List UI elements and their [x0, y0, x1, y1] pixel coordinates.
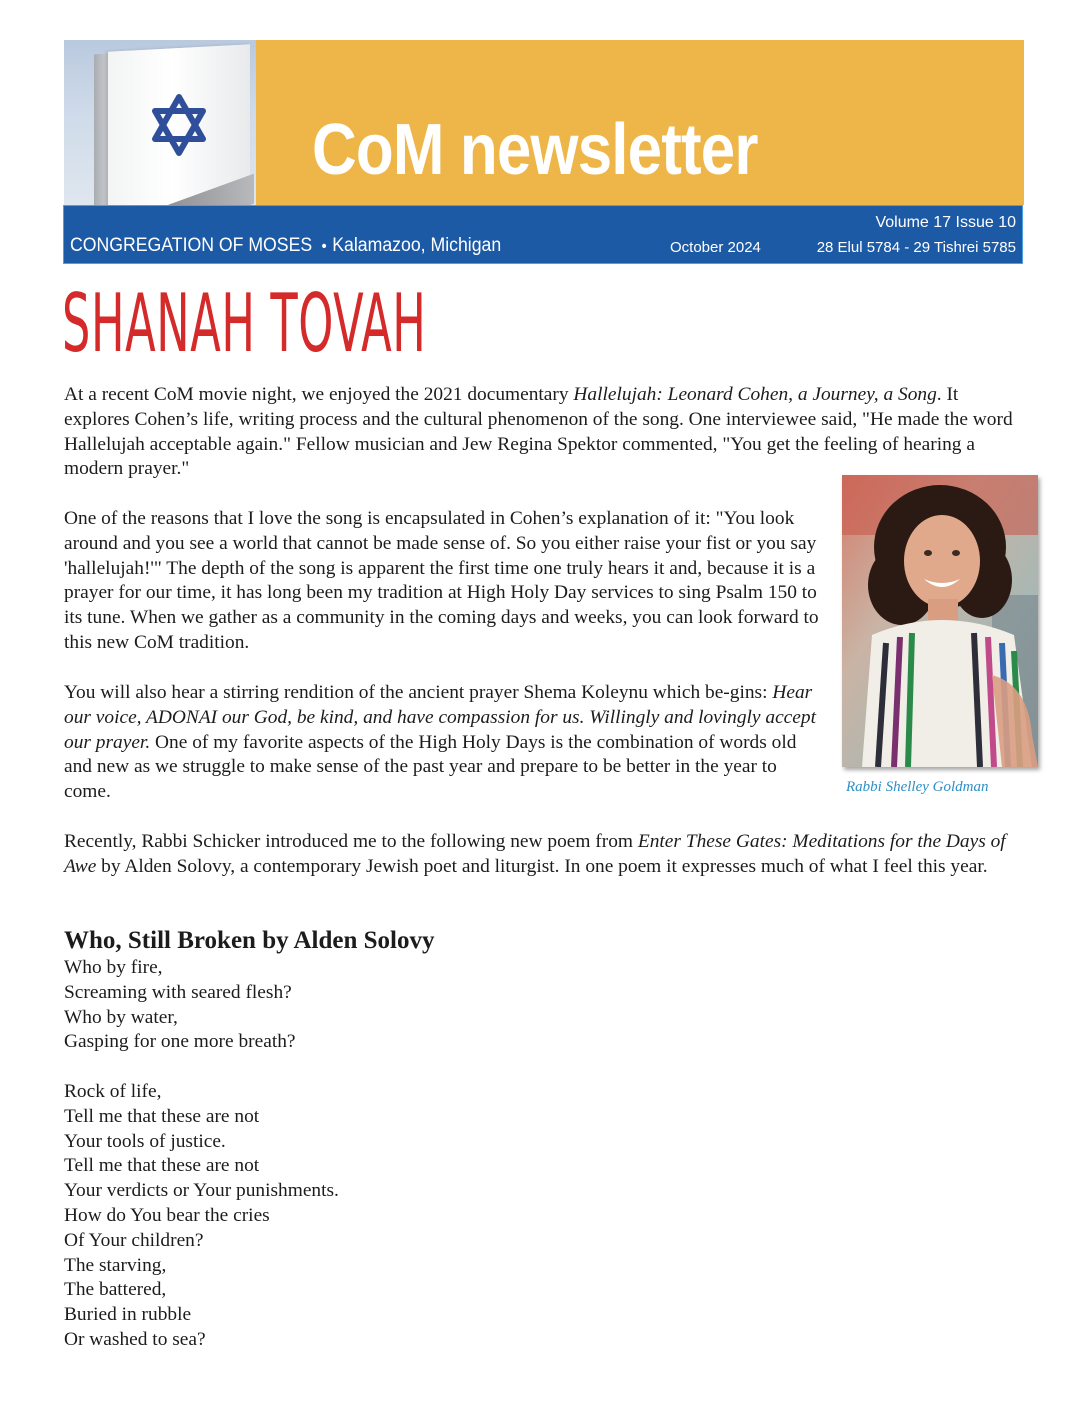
- hebrew-date: 28 Elul 5784 - 29 Tishrei 5785: [816, 239, 1016, 256]
- bullet-separator: •: [321, 238, 327, 255]
- star-of-david-icon: [146, 92, 212, 158]
- poem-line: Gasping for one more breath?: [64, 1031, 296, 1053]
- paragraph-3: [64, 681, 824, 805]
- poem-line: Your tools of justice.: [64, 1130, 226, 1152]
- article-headline: SHANAH TOVAH: [62, 277, 427, 370]
- poem-line: Tell me that these are not: [64, 1155, 260, 1177]
- paragraph-1: [64, 383, 1024, 482]
- paragraph-4-text: Recently, Rabbi Schicker introduced me to the following new poem from: [64, 831, 638, 852]
- masthead-info-bar: [63, 205, 1023, 264]
- film-title: Hallelujah: Leonard Cohen, a Journey, a Song: [573, 384, 937, 405]
- poem-line: Your verdicts or Your punishments.: [64, 1180, 339, 1202]
- organization-name: CONGREGATION OF MOSES: [70, 235, 313, 256]
- paragraph-4-text-cont: by Alden Solovy, a contemporary Jewish poet and liturgist. In one poem it expresses much of what I feel this year.: [96, 855, 988, 877]
- newsletter-title: CoM newsletter: [312, 110, 758, 190]
- poem-line: Who by water,: [64, 1006, 178, 1028]
- rabbi-portrait: [842, 475, 1038, 767]
- poem-line: The battered,: [64, 1279, 167, 1301]
- poem-title: Who, Still Broken by Alden Solovy: [64, 927, 435, 954]
- paragraph-1-text: At a recent CoM movie night, we enjoyed the 2021 documentary: [64, 384, 574, 405]
- poem-line: Buried in rubble: [64, 1304, 192, 1326]
- volume-issue: Volume 17 Issue 10: [875, 214, 1016, 231]
- poem-line: Who by fire,: [64, 957, 163, 978]
- poem-stanza-break: [64, 1055, 339, 1080]
- poem-body: [64, 956, 339, 1353]
- poem-line: Rock of life,: [64, 1080, 162, 1102]
- poem-line: Of Your children?: [64, 1229, 204, 1251]
- paragraph-4: [64, 830, 1024, 880]
- photo-caption: Rabbi Shelley Goldman: [846, 779, 989, 795]
- poem-line: Tell me that these are not: [64, 1105, 260, 1127]
- organization-line: [70, 235, 501, 257]
- poem-line: Screaming with seared flesh?: [64, 981, 292, 1003]
- issue-date: October 2024: [670, 239, 761, 256]
- poem-line: Or washed to sea?: [64, 1328, 206, 1350]
- paragraph-3-text-cont: One of my favorite aspects of the High Holy Days is the combination of words old and new as we struggle to make sense of the past year and prepare to be better in the year to come.: [64, 731, 797, 803]
- book-title: Enter These Gates: Meditations for the Days of Awe: [64, 831, 1006, 877]
- prayer-quote: Hear our voice, ADONAI our God, be kind, and have compassion for us. Willingly and lovingly accept our prayer.: [64, 682, 816, 753]
- masthead-photo: [64, 40, 256, 205]
- portrait-illustration: [842, 475, 1038, 767]
- paragraph-3-text: You will also hear a stirring rendition of the ancient prayer Shema Koleynu which be-gins:: [64, 682, 773, 703]
- paragraph-1-text-cont: . It explores Cohen’s life, writing process and the cultural phenomenon of the song. One interviewee said, "He made the word Hallelujah acceptable again." Fellow musician and Jew Regina Spektor commented, "You get the feeling of hearing a modern prayer.": [64, 384, 1013, 480]
- paragraph-2: One of the reasons that I love the song is encapsulated in Cohen’s explanation of it: "You look around and you see a world that cannot be made sense of. So you either raise your fist or you say 'hallelujah!'" The depth of the song is apparent the first time one truly hears it and, because it is a prayer for our time, it has long been my tradition at High Holy Day services to sing Psalm 150 to its tune. When we gather as a community in the coming days and weeks, you can look forward to this new CoM tradition.: [64, 508, 819, 653]
- poem-line: The starving,: [64, 1254, 167, 1276]
- location: Kalamazoo, Michigan: [332, 235, 502, 256]
- poem-line: How do You bear the cries: [64, 1204, 270, 1226]
